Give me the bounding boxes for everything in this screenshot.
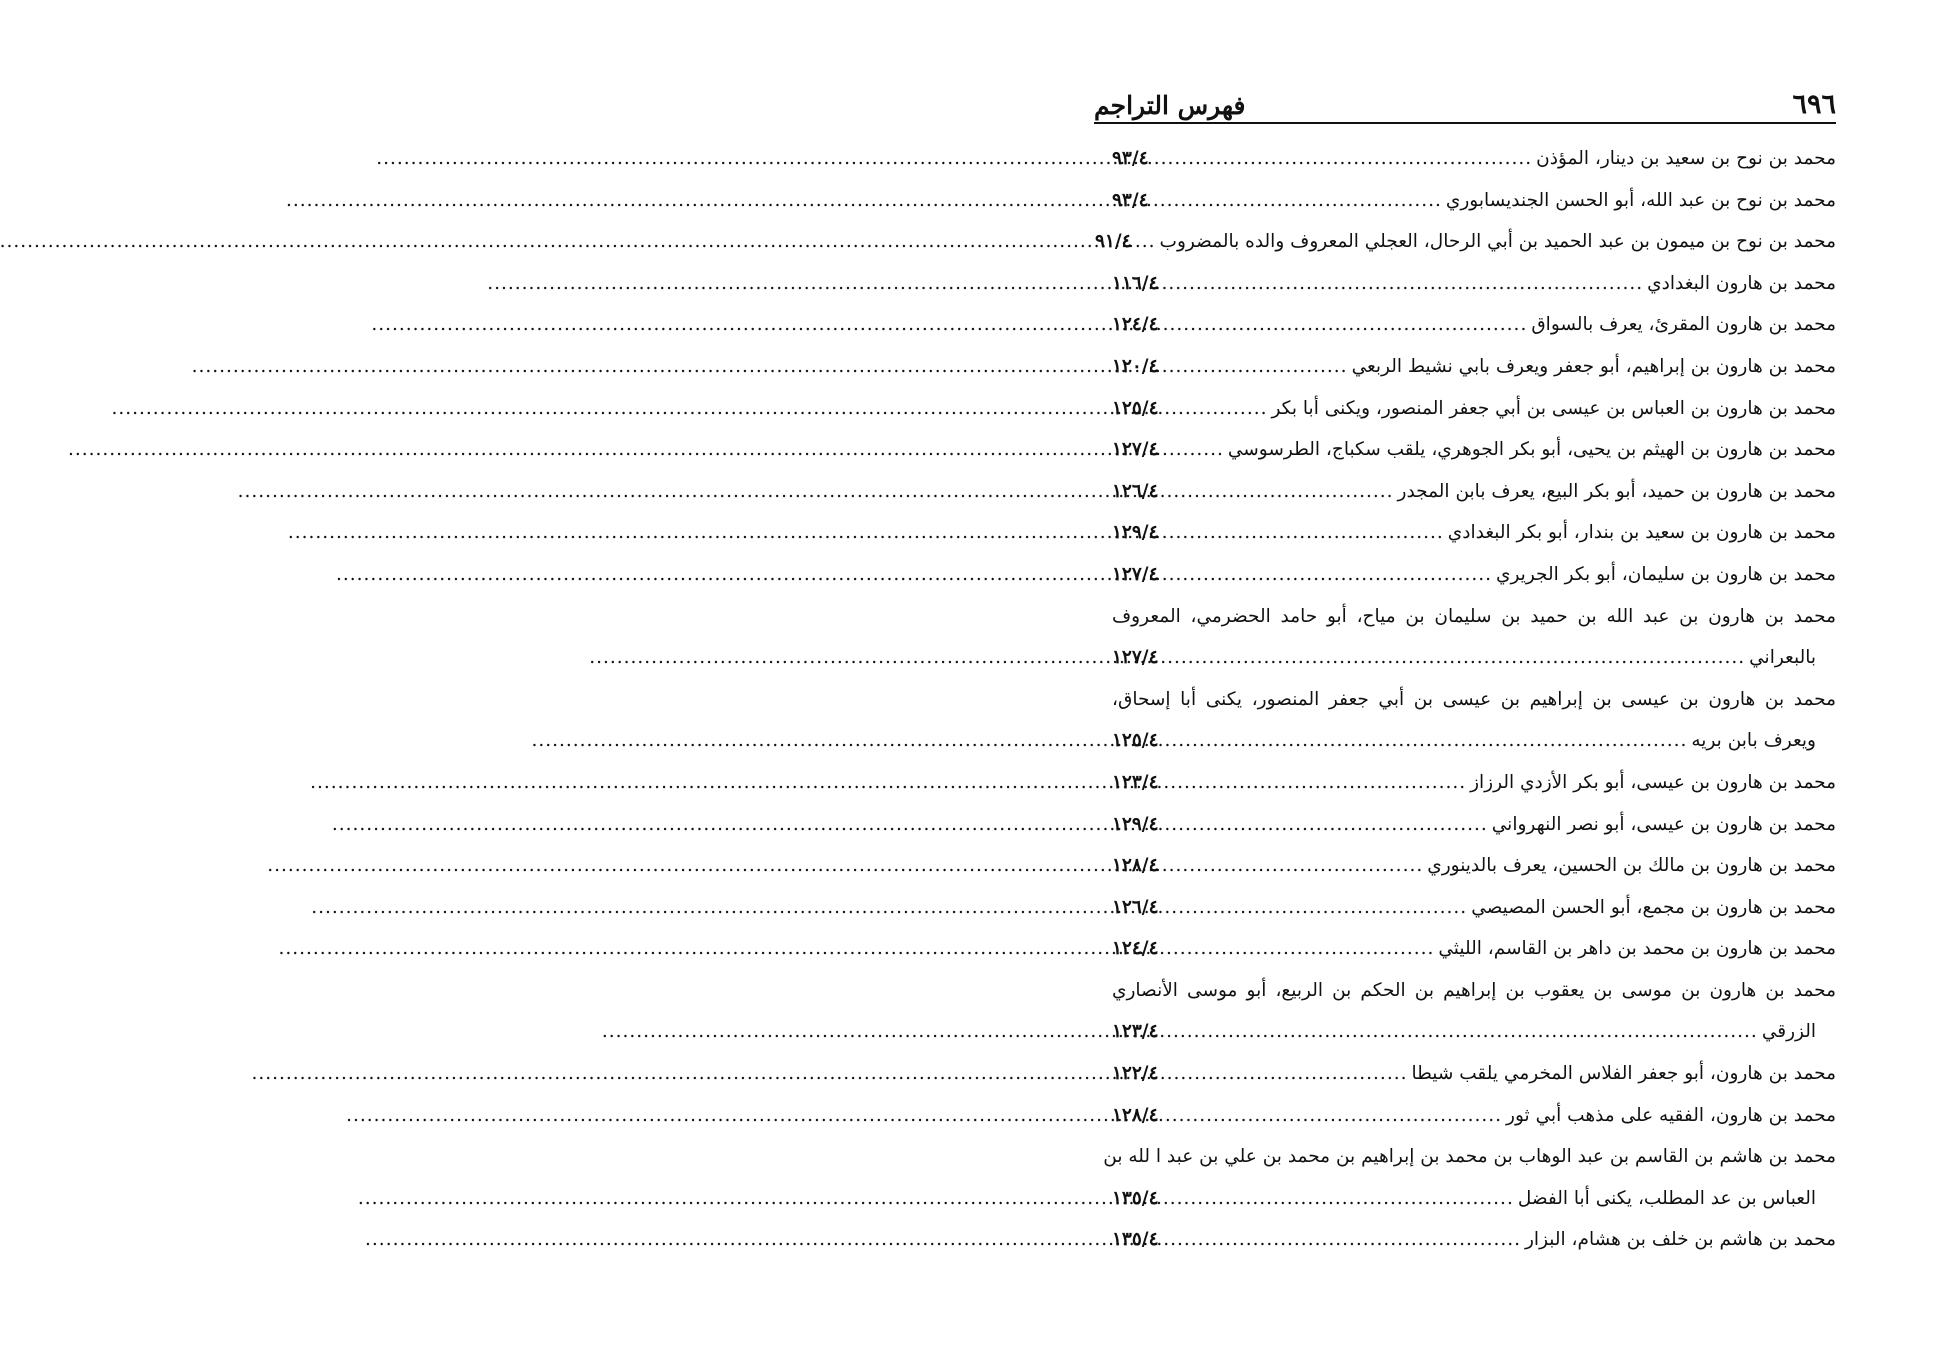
index-entry — [1112, 512, 1836, 554]
entry-name: محمد بن هارون بن محمد بن داهر بن القاسم، الليثي — [1438, 938, 1836, 960]
entry-name: محمد بن هارون بن الهيثم بن يحيى، أبو بكر الجوهري، يلقب سكباج، الطرسوسي — [1227, 439, 1836, 461]
entry-name: محمد بن نوح بن عبد الله، أبو الحسن الجنديسابوري — [1445, 189, 1836, 211]
leader-dots — [1163, 512, 1444, 554]
index-entry — [1112, 1053, 1836, 1095]
entry-reference: ١٢٩/٤ — [1112, 813, 1159, 835]
index-entry — [1112, 845, 1836, 887]
entry-reference: ١٢٨/٤ — [1112, 1104, 1159, 1126]
index-entry — [1112, 804, 1836, 846]
index-entry — [1112, 388, 1836, 430]
entry-name: محمد بن هارون بن حميد، أبو بكر البيع، يعرف بابن المجدر — [1397, 480, 1836, 502]
index-entry — [1112, 928, 1836, 970]
index-entry — [1112, 180, 1836, 222]
biography-index-list — [1094, 138, 1836, 1261]
leader-dots — [1163, 1053, 1408, 1095]
entry-name-continuation: العباس بن عد المطلب، يكنى أبا الفضل — [1517, 1187, 1816, 1209]
entry-reference: ١٢٦/٤ — [1112, 896, 1159, 918]
entry-reference: ١٢٥/٤ — [1112, 397, 1159, 419]
entry-reference: ١١٦/٤ — [1112, 272, 1159, 294]
running-title: فهرس التراجم — [1094, 91, 1246, 120]
index-entry — [1112, 304, 1836, 346]
leader-dots — [1163, 1219, 1521, 1261]
leader-dots — [1163, 1095, 1503, 1137]
entry-reference: ١٢٠/٤ — [1112, 355, 1159, 377]
entry-reference: ٩٣/٤ — [1112, 189, 1149, 211]
entry-name: محمد بن نوح بن سعيد بن دينار، المؤذن — [1536, 148, 1836, 169]
index-entry — [1103, 1136, 1836, 1219]
entry-reference: ١٢٢/٤ — [1112, 1063, 1159, 1085]
index-entry — [1112, 887, 1836, 929]
entry-reference: ١٢٥/٤ — [1112, 730, 1159, 752]
entry-reference: ١٣٥/٤ — [1112, 1229, 1159, 1251]
entry-name-continuation: بالبعراني — [1749, 647, 1816, 669]
entry-name-first-line: محمد بن هارون بن عبد الله بن حميد بن سليمان بن مياح، أبو حامد الحضرمي، المعروف — [1112, 605, 1836, 627]
entry-reference: ٩٣/٤ — [1112, 148, 1149, 169]
entry-name: محمد بن هارون بن مالك بن الحسين، يعرف بالدينوري — [1427, 855, 1836, 877]
entry-reference: ١٢٧/٤ — [1112, 647, 1159, 669]
entry-reference: ١٢٧/٤ — [1112, 439, 1159, 461]
entry-name: محمد بن هارون بن سعيد بن بندار، أبو بكر البغدادي — [1447, 522, 1836, 544]
entry-reference: ١٢٣/٤ — [1112, 771, 1159, 793]
page-header — [1094, 70, 1836, 124]
index-entry — [1112, 471, 1836, 513]
index-entry — [1112, 1095, 1836, 1137]
entry-name: محمد بن هارون بن سليمان، أبو بكر الجريري — [1495, 563, 1836, 585]
entry-name: محمد بن هارون بن مجمع، أبو الحسن المصيصي — [1471, 896, 1836, 918]
entry-name-continuation: ويعرف بابن بريه — [1691, 730, 1816, 752]
entry-reference: ١٢٦/٤ — [1112, 480, 1159, 502]
index-entry — [1112, 596, 1836, 679]
entry-name: محمد بن هارون، الفقيه على مذهب أبي ثور — [1506, 1104, 1836, 1126]
index-entry — [1112, 346, 1836, 388]
index-entry — [1112, 554, 1836, 596]
leader-dots — [1163, 804, 1488, 846]
leader-dots — [1163, 1178, 1514, 1220]
index-entry — [1112, 679, 1836, 762]
entry-reference: ٩١/٤ — [1094, 231, 1132, 253]
entry-name: محمد بن هارون بن عيسى، أبو بكر الأزدي الرزاز — [1470, 771, 1836, 793]
leader-dots — [1163, 263, 1644, 305]
entry-reference: ١٢٩/٤ — [1112, 522, 1159, 544]
index-entry — [1112, 1219, 1836, 1261]
entry-name: محمد بن هارون بن العباس بن عيسى بن أبي جعفر المنصور، ويكنى أبا بكر — [1271, 397, 1836, 419]
entry-reference: ١٢٨/٤ — [1112, 855, 1159, 877]
entry-name: محمد بن هارون بن عيسى، أبو نصر النهرواني — [1491, 813, 1836, 835]
entry-reference: ١٣٥/٤ — [1112, 1187, 1159, 1209]
entry-name-first-line: محمد بن هارون بن عيسى بن إبراهيم بن عيسى بن أبي جعفر المنصور، يكنى أبا إسحاق، — [1112, 688, 1836, 710]
entry-name: محمد بن نوح بن ميمون بن عبد الحميد بن أبي الرحال، العجلي المعروف والده بالمضروب — [1159, 231, 1836, 253]
entry-name: محمد بن هارون بن إبراهيم، أبو جعفر ويعرف بابي نشيط الربعي — [1351, 355, 1836, 377]
leader-dots — [1163, 304, 1528, 346]
entry-name: محمد بن هارون، أبو جعفر الفلاس المخرمي يلقب شيطا — [1411, 1063, 1836, 1085]
entry-name: محمد بن هارون البغدادي — [1647, 272, 1836, 294]
leader-dots — [1136, 221, 1156, 263]
entry-reference: ١٢٤/٤ — [1112, 314, 1159, 336]
entry-reference: ١٢٧/٤ — [1112, 563, 1159, 585]
leader-dots — [1163, 720, 1688, 762]
entry-name: محمد بن هارون المقرئ، يعرف بالسواق — [1531, 314, 1836, 336]
entry-reference: ١٢٤/٤ — [1112, 938, 1159, 960]
leader-dots — [1163, 388, 1268, 430]
index-entry — [1112, 429, 1836, 471]
leader-dots — [1163, 928, 1435, 970]
index-entry — [1094, 221, 1836, 263]
index-page — [1014, 0, 1958, 1363]
index-entry — [1112, 263, 1836, 305]
leader-dots — [1163, 637, 1746, 679]
index-entry — [1112, 762, 1836, 804]
leader-dots — [1153, 138, 1533, 180]
entry-reference: ١٢٣/٤ — [1112, 1021, 1159, 1043]
entry-name-continuation: الزرقي — [1761, 1021, 1816, 1043]
entry-name-first-line: محمد بن هاشم بن القاسم بن عبد الوهاب بن محمد بن إبراهيم بن محمد بن علي بن عبد ا لله بن — [1103, 1146, 1836, 1168]
leader-dots — [1163, 762, 1467, 804]
leader-dots — [1163, 429, 1224, 471]
index-entry — [1112, 970, 1836, 1053]
leader-dots — [1153, 180, 1442, 222]
leader-dots — [1163, 471, 1394, 513]
leader-dots — [1163, 554, 1492, 596]
page-number: ٦٩٦ — [1792, 89, 1836, 120]
index-entry — [1112, 138, 1836, 180]
leader-dots — [1163, 887, 1468, 929]
entry-name: محمد بن هاشم بن خلف بن هشام، البزار — [1525, 1229, 1836, 1251]
leader-dots — [1163, 845, 1424, 887]
leader-dots — [1163, 346, 1348, 388]
leader-dots — [1163, 1011, 1758, 1053]
entry-name-first-line: محمد بن هارون بن موسى بن يعقوب بن إبراهيم بن الحكم بن الربيع، أبو موسى الأنصاري — [1112, 979, 1836, 1001]
